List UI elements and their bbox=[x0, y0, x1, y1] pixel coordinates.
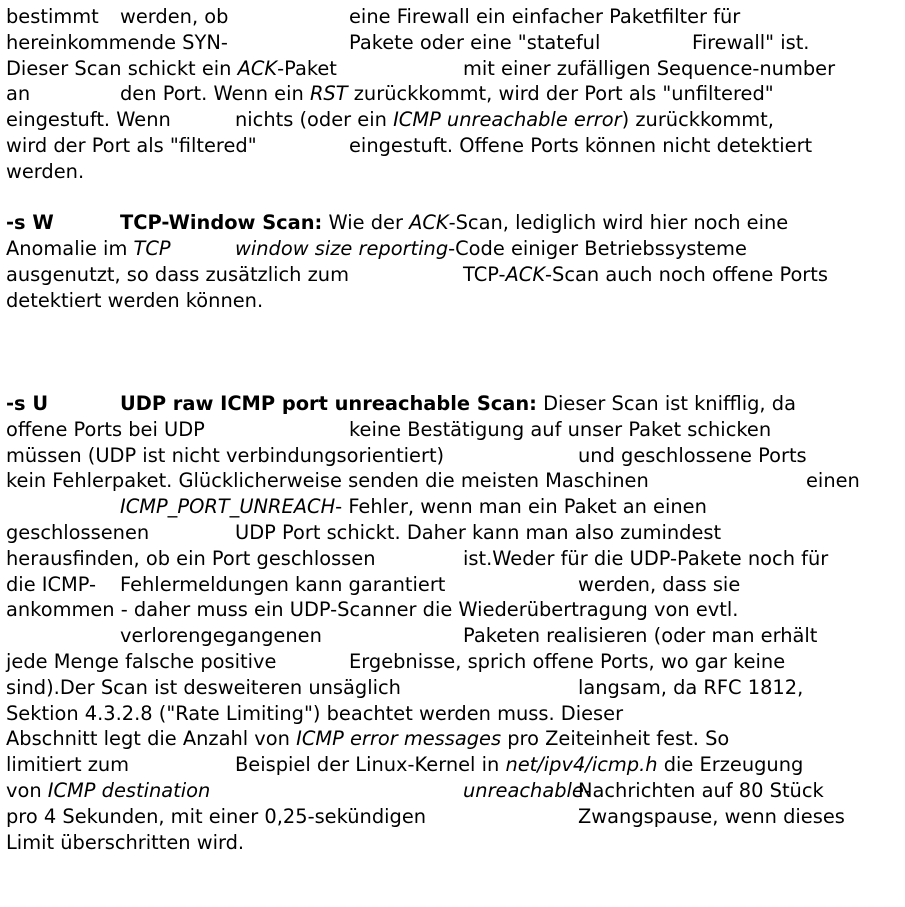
text-line: verlorengegangenen Paketen realisieren (oder man erhält bbox=[120, 624, 818, 648]
text-line: Dieser Scan schickt ein ACK-Paket mit einer zufälligen Sequence-number bbox=[6, 56, 836, 80]
text-line: -s W TCP-Window Scan: Wie der ACK-Scan, lediglich wird hier noch eine bbox=[6, 211, 789, 235]
text-line: jede Menge falsche positive Ergebnisse, sprich offene Ports, wo gar keine bbox=[6, 649, 786, 673]
text-line: Abschnitt legt die Anzahl von ICMP error messages pro Zeiteinheit fest. So bbox=[6, 727, 730, 751]
text-line: Limit überschritten wird. bbox=[6, 830, 245, 854]
text-line: pro 4 Sekunden, mit einer 0,25-sekündigen Zwangspause, wenn dieses bbox=[6, 804, 845, 828]
text-line: offene Ports bei UDP keine Bestätigung auf unser Paket schicken bbox=[6, 417, 772, 441]
text-line: hereinkommende SYN- Pakete oder eine "stateful Firewall" ist. bbox=[6, 30, 810, 54]
paragraph-ack-scan-continuation bbox=[6, 4, 901, 185]
paragraph-tcp-window-scan bbox=[6, 210, 901, 313]
text-line: geschlossenen UDP Port schickt. Daher kann man also zumindest bbox=[6, 520, 722, 544]
text-line: herausfinden, ob ein Port geschlossen ist.Weder für die UDP-Pakete noch für bbox=[6, 546, 829, 570]
text-line: werden. bbox=[6, 159, 85, 183]
text-line: ausgenutzt, so dass zusätzlich zum TCP-ACK-Scan auch noch offene Ports bbox=[6, 262, 828, 286]
text-line: wird der Port als "filtered" eingestuft. Offene Ports können nicht detektiert bbox=[6, 133, 813, 157]
text-line: limitiert zum Beispiel der Linux-Kernel in net/ipv4/icmp.h die Erzeugung bbox=[6, 753, 804, 777]
section-heading: TCP-Window Scan: bbox=[120, 211, 323, 235]
option-flag: -s U bbox=[6, 391, 49, 415]
text-line: die ICMP- Fehlermeldungen kann garantiert werden, dass sie bbox=[6, 572, 741, 596]
text-line: Sektion 4.3.2.8 ("Rate Limiting") beachtet werden muss. Dieser bbox=[6, 701, 624, 725]
text-line: detektiert werden können. bbox=[6, 288, 264, 312]
text-line: sind).Der Scan ist desweiteren unsäglich langsam, da RFC 1812, bbox=[6, 675, 804, 699]
text-line: ICMP_PORT_UNREACH- Fehler, wenn man ein Paket an einen bbox=[120, 495, 707, 519]
text-line: eingestuft. Wenn nichts (oder ein ICMP unreachable error) zurückkommt, bbox=[6, 108, 774, 132]
section-heading: UDP raw ICMP port unreachable Scan: bbox=[120, 391, 537, 415]
option-flag: -s W bbox=[6, 211, 54, 235]
text-line: an den Port. Wenn ein RST zurückkommt, wird der Port als "unfiltered" bbox=[6, 82, 774, 106]
text-line: ankommen - daher muss ein UDP-Scanner die Wiederübertragung von evtl. bbox=[6, 598, 739, 622]
text-line: -s U UDP raw ICMP port unreachable Scan: Dieser Scan ist knifflig, da bbox=[6, 391, 796, 415]
text-line: Anomalie im TCP window size reporting-Code einiger Betriebssysteme bbox=[6, 237, 747, 261]
document-page bbox=[6, 4, 901, 855]
text-line: bestimmt werden, ob eine Firewall ein einfacher Paketfilter für bbox=[6, 5, 741, 28]
text-line: von ICMP destination unreachable- Nachrichten auf 80 Stück bbox=[6, 778, 824, 802]
text-line: müssen (UDP ist nicht verbindungsorientiert) und geschlossene Ports bbox=[6, 443, 807, 467]
paragraph-udp-scan bbox=[6, 391, 901, 855]
text-line: kein Fehlerpaket. Glücklicherweise senden die meisten Maschinen einen bbox=[6, 469, 860, 493]
